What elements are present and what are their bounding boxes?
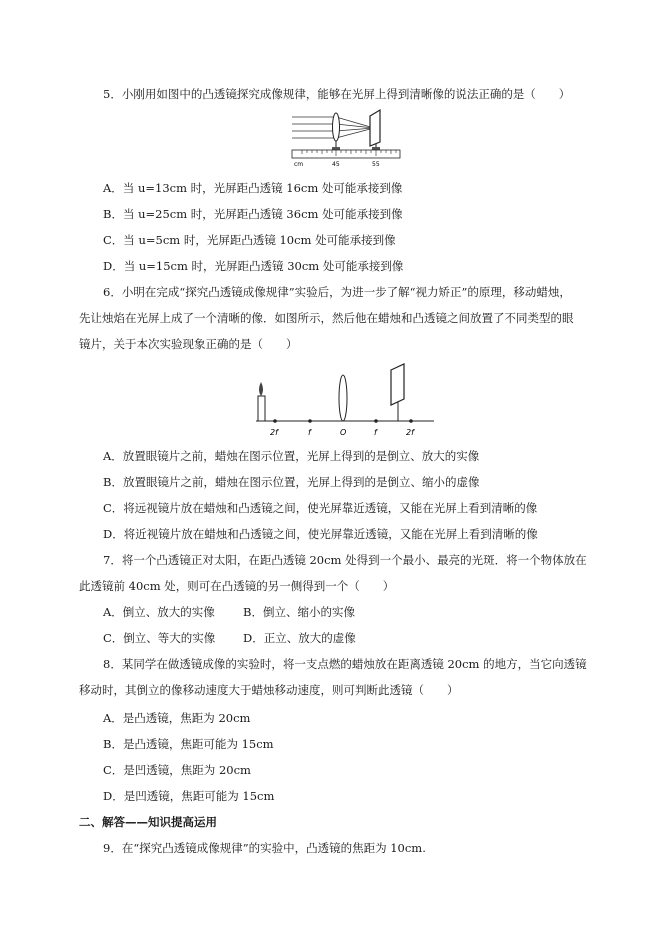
q8-option-d: D．是凹透镜，焦距可能为 15cm xyxy=(103,789,275,803)
q5-stem: 5．小刚用如图中的凸透镜探究成像规律，能够在光屏上得到清晰像的说法正确的是（ ） xyxy=(103,87,571,101)
light-screen-icon xyxy=(370,110,380,146)
axis-label-2f-right: 2f xyxy=(406,428,414,437)
q7-option-c: C．倒立、等大的实像 xyxy=(103,631,216,645)
q6-stem-line-1: 6．小明在完成“探究凸透镜成像规律”实验后，为进一步了解“视力矫正”的原理，移动蜡烛， xyxy=(103,285,571,299)
candle-flame-icon xyxy=(259,382,263,396)
q6-option-a: A．放置眼镜片之前，蜡烛在图示位置，光屏上得到的是倒立、放大的实像 xyxy=(103,449,480,463)
candle-icon xyxy=(258,396,265,421)
q6-option-c: C．将远视镜片放在蜡烛和凸透镜之间，使光屏靠近透镜，又能在光屏上看到清晰的像 xyxy=(103,501,538,515)
q5-option-a: A．当 u=13cm 时，光屏距凸透镜 16cm 处可能承接到像 xyxy=(103,181,403,195)
q6-optical-bench-figure xyxy=(248,362,438,440)
q6-option-d: D．将近视镜片放在蜡烛和凸透镜之间，使光屏靠近透镜，又能在光屏上看到清晰的像 xyxy=(103,527,538,541)
q8-option-a: A．是凸透镜，焦距为 20cm xyxy=(103,711,251,725)
convex-lens-icon xyxy=(339,375,347,421)
axis-label-f-right: f xyxy=(374,428,377,437)
q8-stem-line-2: 移动时，其倒立的像移动速度大于蜡烛移动速度，则可判断此透镜（ ） xyxy=(79,683,459,697)
q7-stem-line-1: 7．将一个凸透镜正对太阳，在距凸透镜 20cm 处得到一个最小、最亮的光斑．将一个物体放在 xyxy=(103,553,587,567)
q8-option-b: B．是凸透镜，焦距可能为 15cm xyxy=(103,737,274,751)
section-2-heading: 二、解答——知识提高运用 xyxy=(79,815,217,829)
q5-option-d: D．当 u=15cm 时，光屏距凸透镜 30cm 处可能承接到像 xyxy=(103,259,404,273)
q7-option-d: D．正立、放大的虚像 xyxy=(243,631,356,645)
q6-stem-line-2: 先让烛焰在光屏上成了一个清晰的像．如图所示，然后他在蜡烛和凸透镜之间放置了不同类型的眼 xyxy=(79,311,574,325)
ruler-unit-label: cm xyxy=(294,161,304,168)
q8-option-c: C．是凹透镜，焦距为 20cm xyxy=(103,763,251,777)
axis-label-f-left: f xyxy=(308,428,311,437)
light-screen-icon xyxy=(391,364,404,405)
q8-stem-line-1: 8．某同学在做透镜成像的实验时，将一支点燃的蜡烛放在距离透镜 20cm 的地方，当它向透镜 xyxy=(103,657,587,671)
q5-option-c: C．当 u=5cm 时，光屏距凸透镜 10cm 处可能承接到像 xyxy=(103,233,396,247)
q9-stem: 9．在“探究凸透镜成像规律”的实验中，凸透镜的焦距为 10cm. xyxy=(103,841,426,855)
axis-label-2f-left: 2f xyxy=(270,428,278,437)
q6-option-b: B．放置眼镜片之前，蜡烛在图示位置，光屏上得到的是倒立、缩小的虚像 xyxy=(103,475,480,489)
q5-option-b: B．当 u=25cm 时，光屏距凸透镜 36cm 处可能承接到像 xyxy=(103,207,403,221)
convex-lens-icon xyxy=(333,113,340,141)
q6-stem-line-3: 镜片，关于本次实验现象正确的是（ ） xyxy=(79,337,298,351)
axis-label-o: O xyxy=(340,428,347,437)
q7-option-b: B．倒立、缩小的实像 xyxy=(243,605,355,619)
ruler-tick-45: 45 xyxy=(332,161,340,168)
ruler-tick-55: 55 xyxy=(372,161,380,168)
q5-lens-ruler-figure xyxy=(290,106,402,168)
q7-stem-line-2: 此透镜前 40cm 处，则可在凸透镜的另一侧得到一个（ ） xyxy=(79,579,395,593)
q7-option-a: A．倒立、放大的实像 xyxy=(103,605,215,619)
